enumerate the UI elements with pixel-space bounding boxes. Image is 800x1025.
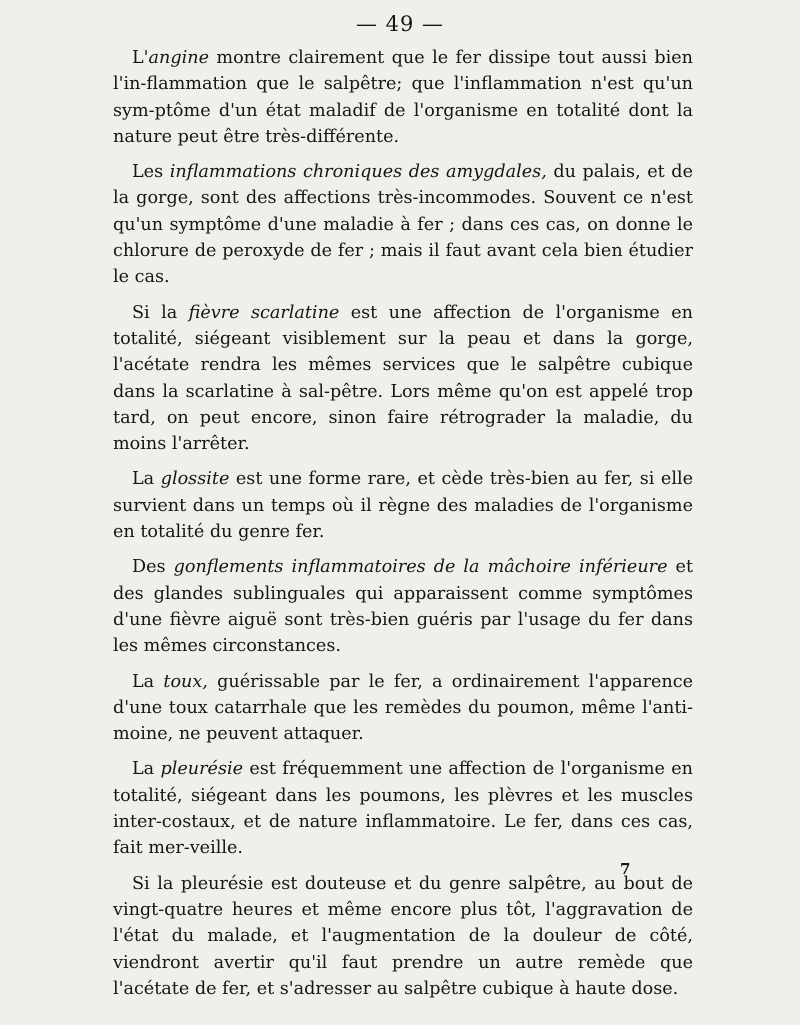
italic-term: glossite	[160, 469, 230, 490]
text-run: Les	[132, 162, 170, 183]
paragraph	[113, 159, 693, 290]
text-run: et des glandes sublinguales qui apparaissent comme symptômes d'une fièvre aiguë sont très-bien guéris par l'usage du fer dans les mêmes circonstances.	[113, 557, 694, 657]
text-run: est fréquemment une affection de l'organisme en totalité, siégeant dans les poumons, les plèvres et les muscles inter-costaux, et de nature inflammatoire. Le fer, dans ces cas, fait mer-veille.	[113, 759, 694, 859]
paragraph	[113, 466, 693, 545]
text-run: Des	[132, 557, 174, 578]
page-number: — 49 —	[355, 12, 445, 36]
paragraph	[113, 300, 693, 458]
paragraph	[113, 554, 693, 659]
text-run: du palais, et de la gorge, sont des affections très-incommodes. Souvent ce n'est qu'un symptôme d'une maladie à fer ; dans ces cas, on donne le chlorure de peroxyde de fer ; mais il faut avant cela bien étudier le cas.	[113, 162, 693, 288]
text-run: L'	[132, 48, 149, 68]
text-run: La	[132, 759, 161, 780]
text-run: est une affection de l'organisme en totalité, siégeant visiblement sur la peau et dans la gorge, l'acétate rendra les mêmes services que le salpêtre cubique dans la scarlatine à sal-pêtre. Lors même qu'on est appelé trop tard, on peut encore, sinon faire rétrograder la maladie, du moins l'arrêter.	[113, 302, 694, 455]
italic-term: toux,	[163, 671, 208, 692]
italic-term: angine	[148, 48, 209, 68]
text-run: Si la	[132, 302, 189, 323]
italic-term: fièvre scarlatine	[188, 302, 340, 323]
text-run: La	[132, 469, 161, 490]
paragraph	[113, 871, 693, 1002]
signature-mark: 7	[620, 860, 631, 878]
text-run: Si la pleurésie est douteuse et du genre salpêtre, au bout de vingt-quatre heures et même encore plus tôt, l'aggravation de l'état du malade, et l'augmentation de la douleur de côté, viendront avertir qu'il faut prendre un autre remède que l'acétate de fer, et s'adresser au salpêtre cubique à haute dose.	[113, 873, 693, 999]
paragraph	[113, 45, 693, 150]
text-run: guérissable par le fer, a ordinairement l'apparence d'une toux catarrhale que les remèdes du poumon, même l'anti-moine, ne peuvent attaquer.	[113, 671, 694, 745]
paragraph	[113, 756, 693, 861]
italic-term: pleurésie	[160, 759, 244, 780]
italic-term: inflammations chroniques des amygdales,	[169, 162, 547, 183]
text-run: est une forme rare, et cède très-bien au fer, si elle survient dans un temps où il règne des maladies de l'organisme en totalité du genre fer.	[113, 469, 694, 543]
text-run: montre clairement que le fer dissipe tout aussi bien l'in-flammation que le salpêtre; que l'inflammation n'est qu'un sym-ptôme d'un état maladif de l'organisme en totalité dont la nature peut être très-différente.	[113, 48, 693, 147]
text-run: La	[132, 671, 164, 692]
paragraph	[113, 669, 693, 748]
body-text	[113, 45, 693, 1002]
italic-term: gonflements inflammatoires de la mâchoire inférieure	[173, 557, 668, 578]
